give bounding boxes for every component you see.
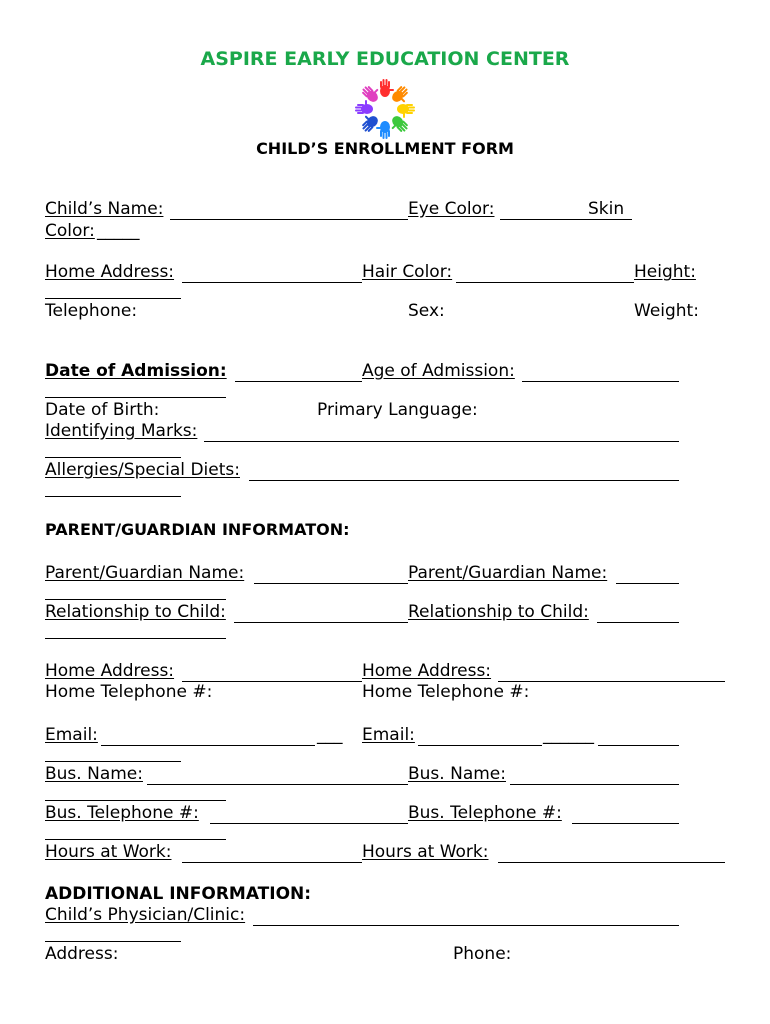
relationship-label-1: Relationship to Child: [45,602,226,622]
handprint-mark [360,81,383,104]
home-address-label: Home Address: [45,262,175,282]
height-label: Height: [634,262,696,282]
email-blank-1: ___ [317,725,343,745]
parent-home-address-label-1: Home Address: [45,661,175,681]
allergies-continuation-line [45,496,181,497]
handprint-mark [397,104,415,118]
handprint-mark [376,121,390,139]
parent-name-line-2 [616,583,679,584]
org-name: ASPIRE EARLY EDUCATION CENTER [200,48,570,70]
hours-at-work-line-2 [498,862,725,863]
email-label-2: Email: [362,725,415,745]
identifying-marks-continuation-line [45,457,181,458]
handprint-mark [380,79,394,97]
weight-label: Weight: [634,301,699,321]
address-label: Address: [45,944,119,964]
handprint-mark [387,114,410,137]
identifying-marks-label: Identifying Marks: [45,421,198,441]
physician-label: Child’s Physician/Clinic: [45,905,246,925]
physician-line [253,925,679,926]
hours-at-work-line-1 [182,862,362,863]
skin-color-blank: _____ [97,221,140,241]
bus-name-label-1: Bus. Name: [45,764,143,784]
bus-telephone-label-2: Bus. Telephone #: [408,803,562,823]
telephone-label: Telephone: [45,301,138,321]
age-of-admission-label: Age of Admission: [362,361,515,381]
bus-name-continuation-line [45,800,226,801]
childs-name-line [170,219,408,220]
skin-label: Skin [588,199,625,219]
email-line-2-end [598,745,679,746]
handprint-mark [355,100,373,114]
home-address-line [182,282,362,283]
skin-color-label: Color: [45,221,95,241]
parent-name-line-1 [254,583,408,584]
relationship-line-2 [597,622,679,623]
parent-name-label-2: Parent/Guardian Name: [408,563,608,583]
admission-continuation-line [45,397,226,398]
relationship-label-2: Relationship to Child: [408,602,589,622]
phone-label: Phone: [453,944,512,964]
bus-name-line-1 [147,784,408,785]
parent-home-address-label-2: Home Address: [362,661,492,681]
eye-color-label: Eye Color: [408,199,495,219]
home-telephone-label-2: Home Telephone #: [362,682,530,702]
hours-at-work-label-2: Hours at Work: [362,842,489,862]
handprint-logo [350,76,420,142]
physician-continuation-line [45,941,181,942]
email-blank-2: ______ [543,725,594,745]
hair-color-label: Hair Color: [362,262,453,282]
relationship-line-1 [234,622,408,623]
email-line-1 [101,745,315,746]
email-label-1: Email: [45,725,98,745]
bus-name-line-2 [510,784,679,785]
parent-name-continuation-line [45,599,226,600]
allergies-line [249,480,679,481]
sex-label: Sex: [408,301,445,321]
additional-section-title: ADDITIONAL INFORMATION: [45,884,312,904]
date-of-admission-line [235,381,362,382]
date-of-birth-label: Date of Birth: [45,400,160,420]
date-of-admission-label: Date of Admission: [45,361,227,381]
primary-language-label: Primary Language: [317,400,478,420]
bus-telephone-label-1: Bus. Telephone #: [45,803,199,823]
email-continuation-line [45,761,181,762]
allergies-label: Allergies/Special Diets: [45,460,240,480]
height-continuation-line [45,298,181,299]
hair-color-line [456,282,634,283]
parent-home-address-line-2 [498,681,725,682]
parent-name-label-1: Parent/Guardian Name: [45,563,245,583]
childs-name-label: Child’s Name: [45,199,164,219]
identifying-marks-line [204,441,679,442]
bus-telephone-continuation-line [45,839,226,840]
hours-at-work-label-1: Hours at Work: [45,842,172,862]
form-title: CHILD’S ENROLLMENT FORM [256,139,514,158]
age-of-admission-line [522,381,679,382]
bus-telephone-line-2 [572,823,679,824]
parent-section-title: PARENT/GUARDIAN INFORMATON: [45,520,350,539]
home-telephone-label-1: Home Telephone #: [45,682,213,702]
bus-name-label-2: Bus. Name: [408,764,506,784]
email-line-2 [418,745,542,746]
handprint-mark [390,84,413,107]
relationship-continuation-line [45,638,226,639]
bus-telephone-line-1 [210,823,408,824]
handprint-mark [357,111,380,134]
